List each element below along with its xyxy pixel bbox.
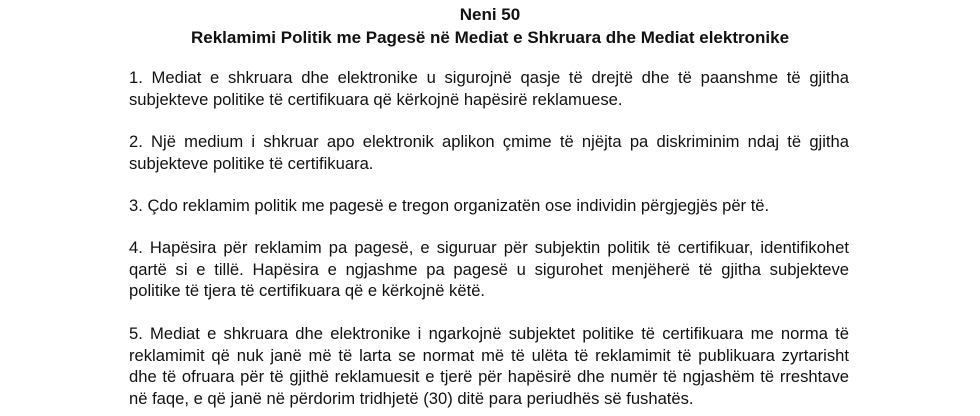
paragraph-4-line-3: politike të tjera të certifikuara që e kërkojnë këtë. bbox=[129, 281, 486, 300]
paragraph-4-line-1: 4. Hapësira për reklamim pa pagesë, e siguruar për subjektin politik të certifikuar, identifikohet bbox=[129, 238, 849, 257]
paragraph-5-line-4: në faqe, e që janë në përdorim tridhjetë (30) ditë para periudhës së fushatës. bbox=[129, 388, 694, 408]
paragraph-1 bbox=[129, 67, 849, 110]
article-title: Reklamimi Politik me Pagesë në Mediat e Shkruara dhe Mediat elektronike bbox=[190, 28, 790, 47]
paragraph-5-line-3: dhe të ofruara për të gjithë reklamuesit e tjerë për hapësirë dhe numër të ngjashëm të rreshtave bbox=[129, 367, 849, 386]
paragraph-2 bbox=[129, 131, 849, 174]
paragraph-5-line-2: reklamimit që nuk janë më të larta se normat më të ulëta të reklamimit të publikuara zyrtarisht bbox=[129, 345, 849, 365]
paragraph-5 bbox=[129, 323, 849, 409]
paragraph-3-line-1: 3. Çdo reklamim politik me pagesë e tregon organizatën ose individin përgjegjës për të. bbox=[129, 196, 770, 215]
paragraph-4-line-2: qartë si e tillë. Hapësira e ngjashme pa pagesë u sigurohet menjëherë të gjitha subjekteve bbox=[129, 259, 849, 279]
paragraph-1-line-2: subjekteve politike të certifikuara që kërkojnë hapësirë reklamuese. bbox=[129, 89, 623, 109]
article-number: Neni 50 bbox=[459, 5, 521, 24]
paragraph-5-line-1: 5. Mediat e shkruara dhe elektronike i ngarkojnë subjektet politike të certifikuara me norma të bbox=[129, 324, 849, 343]
paragraph-2-line-2: subjekteve politike të certifikuara. bbox=[129, 153, 374, 173]
paragraph-3 bbox=[129, 195, 849, 217]
paragraph-2-line-1: 2. Një medium i shkruar apo elektronik aplikon çmime të njëjta pa diskriminim ndaj të gjitha bbox=[129, 132, 849, 151]
paragraph-1-line-1: 1. Mediat e shkruara dhe elektronike u sigurojnë qasje të drejtë dhe të paanshme të gjitha bbox=[129, 68, 849, 87]
paragraph-4 bbox=[129, 237, 849, 302]
